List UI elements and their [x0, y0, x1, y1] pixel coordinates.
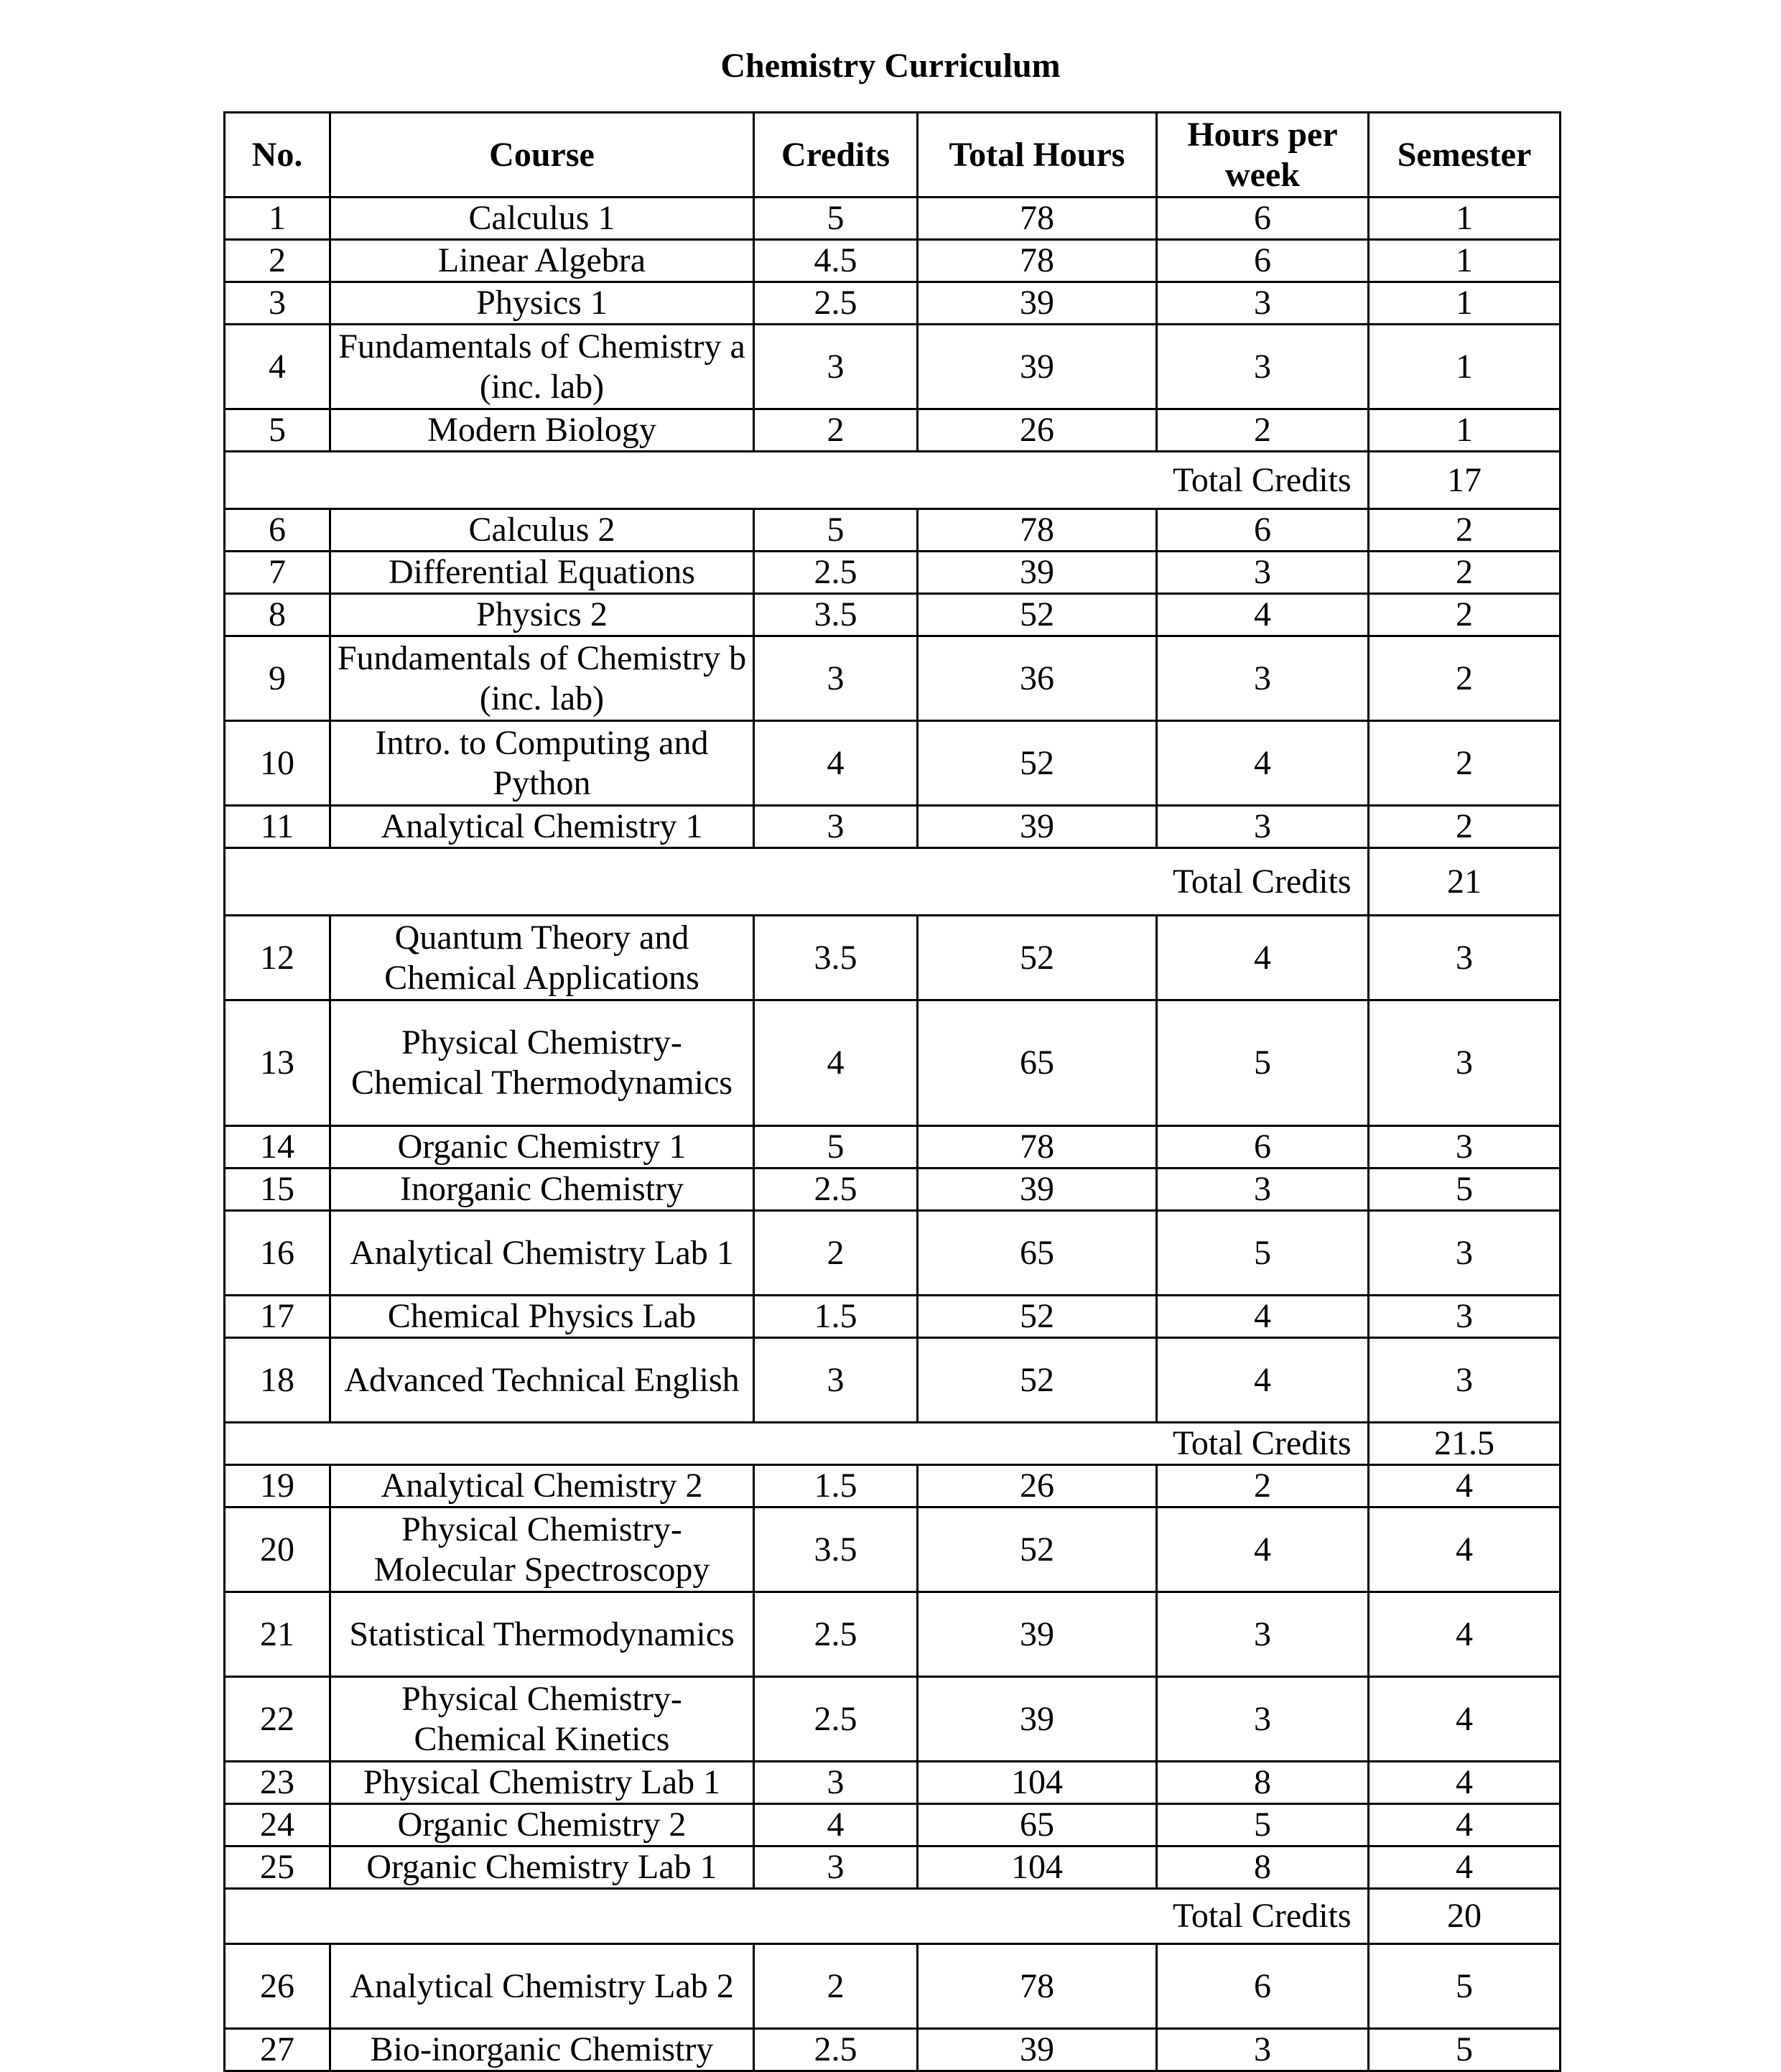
- cell-no: 23: [225, 1762, 330, 1804]
- cell-total-hours: 39: [918, 1592, 1157, 1677]
- cell-credits: 5: [754, 509, 918, 552]
- cell-total-hours: 78: [918, 198, 1157, 240]
- cell-total-hours: 78: [918, 1126, 1157, 1169]
- cell-no: 12: [225, 916, 330, 1000]
- cell-semester: 1: [1369, 282, 1561, 325]
- cell-total-hours: 39: [918, 806, 1157, 848]
- cell-total-hours: 52: [918, 916, 1157, 1000]
- cell-hours-per-week: 6: [1157, 509, 1369, 552]
- cell-total-hours: 26: [918, 409, 1157, 452]
- cell-credits: 2: [754, 1944, 918, 2029]
- cell-no: 24: [225, 1804, 330, 1846]
- total-credits-row: [225, 452, 1561, 509]
- cell-course: Modern Biology: [330, 409, 754, 452]
- cell-credits: 3: [754, 806, 918, 848]
- cell-semester: 3: [1369, 1211, 1561, 1296]
- cell-course: Organic Chemistry 2: [330, 1804, 754, 1846]
- cell-no: 14: [225, 1126, 330, 1169]
- cell-credits: 3: [754, 1846, 918, 1889]
- cell-credits: 3.5: [754, 916, 918, 1000]
- table-row: [225, 282, 1561, 325]
- column-header-total-hours: Total Hours: [918, 113, 1157, 198]
- total-credits-label: Total Credits: [1157, 1423, 1369, 1465]
- table-row: [225, 916, 1561, 1000]
- cell-total-hours: 52: [918, 1507, 1157, 1592]
- cell-hours-per-week: 4: [1157, 721, 1369, 806]
- cell-no: 4: [225, 325, 330, 409]
- table-row: [225, 636, 1561, 721]
- cell-no: 5: [225, 409, 330, 452]
- cell-total-hours: 65: [918, 1211, 1157, 1296]
- column-header-hours-per-week: Hours per week: [1157, 113, 1369, 198]
- column-header-no: No.: [225, 113, 330, 198]
- total-row-spacer: [225, 848, 1157, 916]
- cell-course: Physical Chemistry- Chemical Kinetics: [330, 1677, 754, 1762]
- cell-credits: 3: [754, 325, 918, 409]
- cell-hours-per-week: 4: [1157, 1507, 1369, 1592]
- cell-course: Advanced Technical English: [330, 1338, 754, 1423]
- cell-semester: 2: [1369, 636, 1561, 721]
- column-header-course: Course: [330, 113, 754, 198]
- cell-hours-per-week: 6: [1157, 198, 1369, 240]
- cell-hours-per-week: 5: [1157, 1804, 1369, 1846]
- cell-hours-per-week: 3: [1157, 325, 1369, 409]
- cell-semester: 4: [1369, 1507, 1561, 1592]
- cell-no: 26: [225, 1944, 330, 2029]
- cell-semester: 5: [1369, 1944, 1561, 2029]
- cell-no: 13: [225, 1000, 330, 1126]
- cell-semester: 5: [1369, 2029, 1561, 2071]
- table-row: [225, 325, 1561, 409]
- total-credits-value: 21.5: [1369, 1423, 1561, 1465]
- cell-no: 20: [225, 1507, 330, 1592]
- cell-hours-per-week: 3: [1157, 2029, 1369, 2071]
- cell-credits: 2: [754, 1211, 918, 1296]
- cell-no: 27: [225, 2029, 330, 2071]
- cell-course: Analytical Chemistry 2: [330, 1465, 754, 1507]
- cell-semester: 1: [1369, 198, 1561, 240]
- column-header-semester: Semester: [1369, 113, 1561, 198]
- cell-no: 21: [225, 1592, 330, 1677]
- cell-credits: 2.5: [754, 1677, 918, 1762]
- cell-course: Intro. to Computing and Python: [330, 721, 754, 806]
- cell-semester: 3: [1369, 1126, 1561, 1169]
- cell-no: 15: [225, 1169, 330, 1211]
- cell-hours-per-week: 6: [1157, 1126, 1369, 1169]
- cell-credits: 2.5: [754, 1169, 918, 1211]
- total-credits-label: Total Credits: [1157, 848, 1369, 916]
- table-row: [225, 1465, 1561, 1507]
- cell-course: Organic Chemistry Lab 1: [330, 1846, 754, 1889]
- cell-semester: 2: [1369, 806, 1561, 848]
- cell-credits: 1.5: [754, 1465, 918, 1507]
- cell-semester: 4: [1369, 1677, 1561, 1762]
- cell-hours-per-week: 2: [1157, 1465, 1369, 1507]
- cell-hours-per-week: 5: [1157, 1000, 1369, 1126]
- cell-semester: 2: [1369, 721, 1561, 806]
- cell-course: Analytical Chemistry 1: [330, 806, 754, 848]
- cell-hours-per-week: 3: [1157, 1169, 1369, 1211]
- cell-hours-per-week: 2: [1157, 409, 1369, 452]
- cell-total-hours: 52: [918, 1338, 1157, 1423]
- total-credits-value: 20: [1369, 1889, 1561, 1944]
- cell-hours-per-week: 3: [1157, 1592, 1369, 1677]
- cell-credits: 5: [754, 198, 918, 240]
- cell-total-hours: 104: [918, 1762, 1157, 1804]
- table-row: [225, 1944, 1561, 2029]
- table-row: [225, 1677, 1561, 1762]
- total-row-spacer: [225, 452, 1157, 509]
- cell-course: Statistical Thermodynamics: [330, 1592, 754, 1677]
- cell-credits: 3: [754, 1338, 918, 1423]
- cell-course: Calculus 1: [330, 198, 754, 240]
- cell-credits: 4.5: [754, 240, 918, 282]
- cell-credits: 4: [754, 721, 918, 806]
- cell-semester: 3: [1369, 1338, 1561, 1423]
- table-body: [225, 198, 1561, 2071]
- table-row: [225, 1804, 1561, 1846]
- cell-course: Fundamentals of Chemistry a (inc. lab): [330, 325, 754, 409]
- page-title: Chemistry Curriculum: [720, 47, 1061, 85]
- cell-credits: 2: [754, 409, 918, 452]
- cell-total-hours: 39: [918, 1677, 1157, 1762]
- table-row: [225, 552, 1561, 594]
- cell-semester: 4: [1369, 1465, 1561, 1507]
- cell-credits: 3.5: [754, 1507, 918, 1592]
- total-credits-value: 17: [1369, 452, 1561, 509]
- cell-total-hours: 78: [918, 1944, 1157, 2029]
- cell-course: Chemical Physics Lab: [330, 1296, 754, 1338]
- total-credits-value: 21: [1369, 848, 1561, 916]
- cell-hours-per-week: 4: [1157, 1296, 1369, 1338]
- cell-semester: 1: [1369, 240, 1561, 282]
- cell-no: 3: [225, 282, 330, 325]
- cell-hours-per-week: 8: [1157, 1762, 1369, 1804]
- cell-no: 19: [225, 1465, 330, 1507]
- total-row-spacer: [225, 1889, 1157, 1944]
- cell-total-hours: 52: [918, 721, 1157, 806]
- table-header-row: [225, 113, 1561, 198]
- cell-hours-per-week: 5: [1157, 1211, 1369, 1296]
- cell-course: Physical Chemistry- Molecular Spectroscopy: [330, 1507, 754, 1592]
- cell-semester: 2: [1369, 509, 1561, 552]
- cell-semester: 1: [1369, 409, 1561, 452]
- total-credits-label: Total Credits: [1157, 1889, 1369, 1944]
- cell-no: 10: [225, 721, 330, 806]
- cell-course: Physical Chemistry Lab 1: [330, 1762, 754, 1804]
- cell-hours-per-week: 3: [1157, 636, 1369, 721]
- cell-no: 9: [225, 636, 330, 721]
- table-row: [225, 1169, 1561, 1211]
- cell-credits: 4: [754, 1000, 918, 1126]
- cell-total-hours: 52: [918, 1296, 1157, 1338]
- cell-semester: 2: [1369, 552, 1561, 594]
- cell-semester: 4: [1369, 1762, 1561, 1804]
- cell-credits: 2.5: [754, 282, 918, 325]
- cell-no: 16: [225, 1211, 330, 1296]
- cell-credits: 3: [754, 636, 918, 721]
- cell-no: 17: [225, 1296, 330, 1338]
- table-row: [225, 1000, 1561, 1126]
- cell-total-hours: 26: [918, 1465, 1157, 1507]
- cell-total-hours: 39: [918, 552, 1157, 594]
- cell-semester: 4: [1369, 1804, 1561, 1846]
- cell-hours-per-week: 6: [1157, 1944, 1369, 2029]
- table-row: [225, 1846, 1561, 1889]
- table-row: [225, 1338, 1561, 1423]
- cell-no: 11: [225, 806, 330, 848]
- table-row: [225, 1762, 1561, 1804]
- cell-total-hours: 104: [918, 1846, 1157, 1889]
- cell-total-hours: 39: [918, 282, 1157, 325]
- column-header-credits: Credits: [754, 113, 918, 198]
- table-row: [225, 1296, 1561, 1338]
- table-row: [225, 1211, 1561, 1296]
- cell-course: Calculus 2: [330, 509, 754, 552]
- table-row: [225, 721, 1561, 806]
- cell-semester: 4: [1369, 1592, 1561, 1677]
- cell-course: Fundamentals of Chemistry b (inc. lab): [330, 636, 754, 721]
- cell-semester: 3: [1369, 1000, 1561, 1126]
- cell-total-hours: 39: [918, 2029, 1157, 2071]
- cell-course: Organic Chemistry 1: [330, 1126, 754, 1169]
- cell-semester: 4: [1369, 1846, 1561, 1889]
- cell-hours-per-week: 4: [1157, 916, 1369, 1000]
- cell-course: Linear Algebra: [330, 240, 754, 282]
- table-row: [225, 594, 1561, 636]
- total-row-spacer: [225, 1423, 1157, 1465]
- table-row: [225, 806, 1561, 848]
- cell-no: 8: [225, 594, 330, 636]
- cell-credits: 3.5: [754, 594, 918, 636]
- cell-course: Analytical Chemistry Lab 1: [330, 1211, 754, 1296]
- cell-total-hours: 36: [918, 636, 1157, 721]
- cell-no: 22: [225, 1677, 330, 1762]
- cell-total-hours: 78: [918, 240, 1157, 282]
- cell-no: 2: [225, 240, 330, 282]
- cell-semester: 3: [1369, 1296, 1561, 1338]
- cell-total-hours: 52: [918, 594, 1157, 636]
- cell-hours-per-week: 3: [1157, 282, 1369, 325]
- cell-hours-per-week: 4: [1157, 594, 1369, 636]
- cell-course: Quantum Theory and Chemical Applications: [330, 916, 754, 1000]
- cell-total-hours: 65: [918, 1804, 1157, 1846]
- table-row: [225, 240, 1561, 282]
- total-credits-label: Total Credits: [1157, 452, 1369, 509]
- cell-credits: 1.5: [754, 1296, 918, 1338]
- table-row: [225, 1592, 1561, 1677]
- cell-credits: 2.5: [754, 2029, 918, 2071]
- cell-semester: 1: [1369, 325, 1561, 409]
- table-row: [225, 509, 1561, 552]
- cell-hours-per-week: 3: [1157, 1677, 1369, 1762]
- cell-credits: 3: [754, 1762, 918, 1804]
- cell-no: 18: [225, 1338, 330, 1423]
- cell-hours-per-week: 3: [1157, 552, 1369, 594]
- cell-total-hours: 65: [918, 1000, 1157, 1126]
- cell-credits: 4: [754, 1804, 918, 1846]
- cell-hours-per-week: 4: [1157, 1338, 1369, 1423]
- table-row: [225, 198, 1561, 240]
- cell-course: Inorganic Chemistry: [330, 1169, 754, 1211]
- total-credits-row: [225, 848, 1561, 916]
- cell-course: Analytical Chemistry Lab 2: [330, 1944, 754, 2029]
- cell-hours-per-week: 6: [1157, 240, 1369, 282]
- table-row: [225, 1126, 1561, 1169]
- cell-semester: 3: [1369, 916, 1561, 1000]
- cell-credits: 2.5: [754, 1592, 918, 1677]
- cell-course: Physics 2: [330, 594, 754, 636]
- cell-total-hours: 78: [918, 509, 1157, 552]
- table-row: [225, 1507, 1561, 1592]
- total-credits-row: [225, 1423, 1561, 1465]
- table-row: [225, 2029, 1561, 2071]
- cell-credits: 2.5: [754, 552, 918, 594]
- cell-no: 7: [225, 552, 330, 594]
- curriculum-table: [223, 111, 1561, 2072]
- cell-hours-per-week: 3: [1157, 806, 1369, 848]
- cell-course: Physics 1: [330, 282, 754, 325]
- cell-course: Differential Equations: [330, 552, 754, 594]
- total-credits-row: [225, 1889, 1561, 1944]
- table-row: [225, 409, 1561, 452]
- cell-course: Physical Chemistry- Chemical Thermodynamics: [330, 1000, 754, 1126]
- cell-no: 6: [225, 509, 330, 552]
- cell-no: 25: [225, 1846, 330, 1889]
- cell-semester: 2: [1369, 594, 1561, 636]
- cell-semester: 5: [1369, 1169, 1561, 1211]
- cell-credits: 5: [754, 1126, 918, 1169]
- cell-total-hours: 39: [918, 325, 1157, 409]
- cell-hours-per-week: 8: [1157, 1846, 1369, 1889]
- cell-no: 1: [225, 198, 330, 240]
- cell-course: Bio-inorganic Chemistry: [330, 2029, 754, 2071]
- cell-total-hours: 39: [918, 1169, 1157, 1211]
